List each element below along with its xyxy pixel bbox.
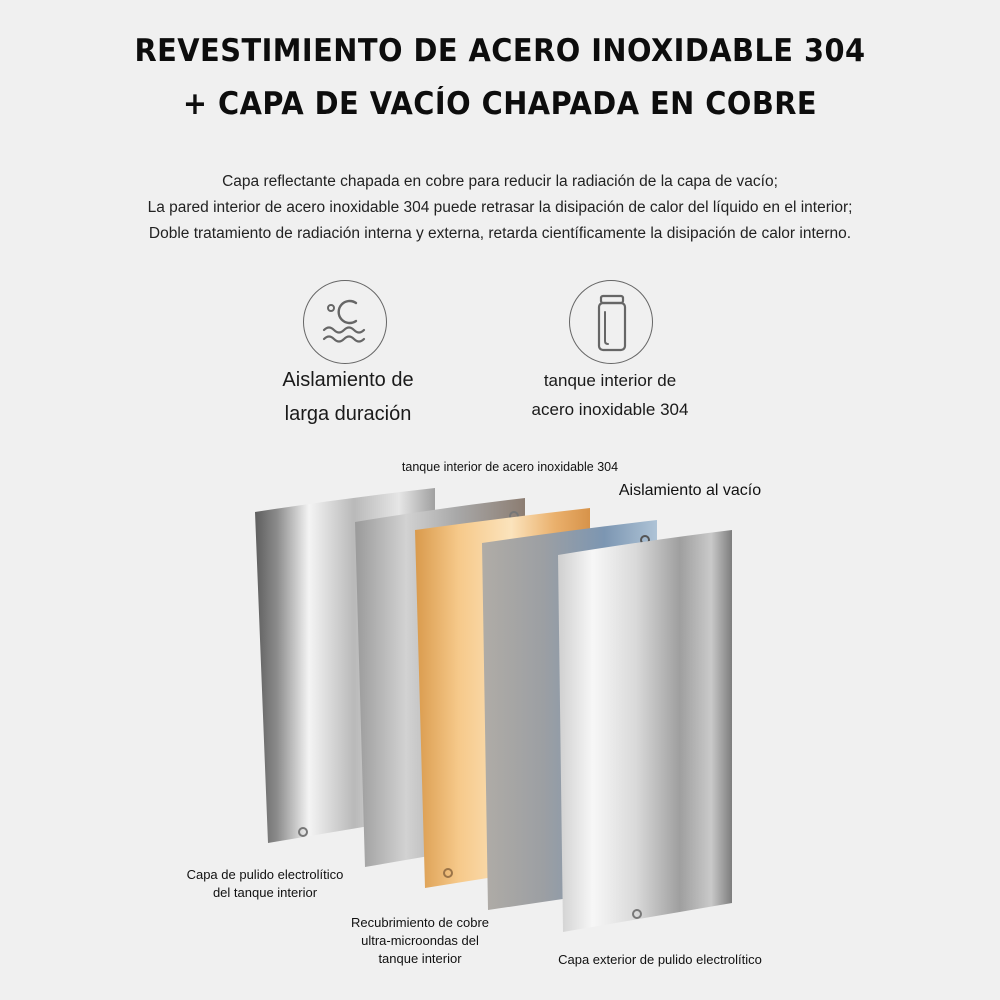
- title-line-2: + CAPA DE VACÍO CHAPADA EN COBRE: [182, 86, 818, 122]
- callout-vacuum-insulation: Aislamiento al vacío: [618, 482, 762, 499]
- description-line-3: Doble tratamiento de radiación interna y externa, retarda científicamente la disipación de calor interno.: [148, 225, 852, 242]
- title-line-1: REVESTIMIENTO DE ACERO INOXIDABLE 304: [134, 33, 866, 69]
- callout-outer-polish: Capa exterior de pulido electrolítico: [558, 952, 762, 967]
- feature-2-label-line-1: tanque interior de: [543, 371, 677, 390]
- description-line-2: La pared interior de acero inoxidable 304 puede retrasar la disipación de calor del líquido en el interior;: [147, 199, 853, 216]
- feature-1-label-line-1: Aislamiento de: [282, 369, 414, 391]
- feature-1-label-line-2: larga duración: [284, 403, 412, 425]
- feature-2-label-line-2: acero inoxidable 304: [531, 400, 689, 419]
- callout-copper-line-3: tanque interior: [378, 951, 462, 966]
- callout-copper-line-1: Recubrimiento de cobre: [350, 915, 490, 930]
- callout-inner-polish-line-1: Capa de pulido electrolítico: [186, 867, 344, 882]
- callout-inner-polish-line-2: del tanque interior: [212, 885, 318, 900]
- callout-copper-line-2: ultra-microondas del: [361, 933, 479, 948]
- callout-inner-tank: tanque interior de acero inoxidable 304: [401, 460, 619, 474]
- description-line-1: Capa reflectante chapada en cobre para reducir la radiación de la capa de vacío;: [222, 173, 778, 190]
